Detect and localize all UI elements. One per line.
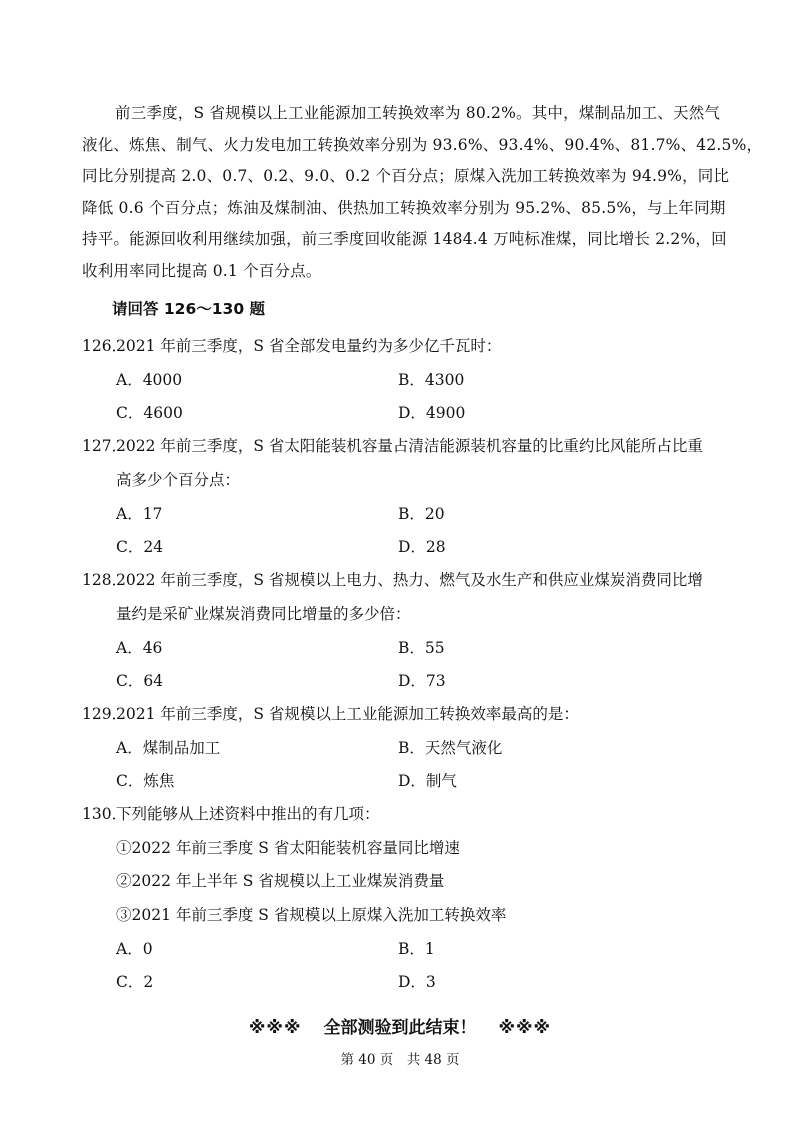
option-c: C．64 [116, 672, 164, 690]
question-number: 128． [82, 571, 128, 589]
option-d: D．73 [398, 672, 446, 690]
question-number: 126． [82, 337, 128, 355]
option-b: B．20 [398, 505, 445, 523]
decorative-marks-left: ※※※ [248, 1018, 302, 1038]
statement-2: ②2022 年上半年 S 省规模以上工业煤炭消费量 [116, 872, 445, 890]
question-stem: 2021 年前三季度，S 省规模以上工业能源加工转换效率最高的是： [116, 705, 579, 723]
option-b: B．天然气液化 [398, 739, 503, 757]
option-a: A．煤制品加工 [116, 739, 221, 757]
option-c: C．24 [116, 538, 164, 556]
question-number: 127． [82, 437, 128, 455]
question-126 [82, 334, 501, 356]
question-stem: 下列能够从上述资料中推出的有几项： [116, 805, 380, 823]
option-b: B．4300 [398, 371, 465, 389]
option-a: A．4000 [116, 371, 183, 389]
question-stem-continued: 量约是采矿业煤炭消费同比增量的多少倍： [116, 605, 411, 623]
question-number: 129． [82, 705, 128, 723]
question-127 [82, 434, 703, 456]
end-banner [0, 1013, 800, 1038]
passage-line: 液化、炼焦、制气、火力发电加工转换效率分别为 93.6%、93.4%、90.4%、81.7%、42.5%， [82, 135, 763, 154]
question-stem-continued: 高多少个百分点： [116, 471, 241, 489]
question-stem: 2022 年前三季度，S 省规模以上电力、热力、燃气及水生产和供应业煤炭消费同比增 [116, 571, 703, 589]
section-heading: 请回答 126～130 题 [112, 300, 266, 318]
question-129 [82, 702, 579, 724]
passage-line: 同比分别提高 2.0、0.7、0.2、9.0、0.2 个百分点；原煤入洗加工转换效率为 94.9%，同比 [82, 167, 730, 186]
question-number: 130． [82, 805, 128, 823]
option-a: A．0 [116, 940, 153, 958]
statement-3: ③2021 年前三季度 S 省规模以上原煤入洗加工转换效率 [116, 906, 507, 924]
question-128 [82, 568, 703, 590]
page-footer: 第 40 页 共 48 页 [340, 1052, 460, 1068]
option-d: D．4900 [398, 404, 466, 422]
passage-line: 降低 0.6 个百分点；炼油及煤制油、供热加工转换效率分别为 95.2%、85.5%，与上年同期 [82, 198, 726, 217]
option-c: C．4600 [116, 404, 183, 422]
option-d: D．制气 [398, 772, 457, 790]
passage-line: 持平。能源回收利用继续加强，前三季度回收能源 1484.4 万吨标准煤，同比增长 2.2%，回 [82, 230, 727, 249]
passage-line: 收利用率同比提高 0.1 个百分点。 [82, 261, 322, 280]
option-d: D．3 [398, 973, 436, 991]
passage-line: 前三季度，S 省规模以上工业能源加工转换效率为 80.2%。其中，煤制品加工、天然气 [115, 104, 721, 122]
option-a: A．17 [116, 505, 163, 523]
option-b: B．55 [398, 639, 445, 657]
option-a: A．46 [116, 639, 163, 657]
option-b: B．1 [398, 940, 435, 958]
decorative-marks-right: ※※※ [498, 1018, 552, 1038]
passage-paragraph [82, 98, 763, 288]
option-c: C．炼焦 [116, 772, 175, 790]
question-stem: 2022 年前三季度，S 省太阳能装机容量占清洁能源装机容量的比重约比风能所占比重 [116, 437, 703, 455]
end-text: 全部测验到此结束！ [323, 1018, 477, 1038]
question-130 [82, 802, 380, 824]
option-d: D．28 [398, 538, 446, 556]
statement-1: ①2022 年前三季度 S 省太阳能装机容量同比增速 [116, 839, 460, 857]
option-c: C．2 [116, 973, 154, 991]
question-stem: 2021 年前三季度，S 省全部发电量约为多少亿千瓦时： [116, 337, 502, 355]
